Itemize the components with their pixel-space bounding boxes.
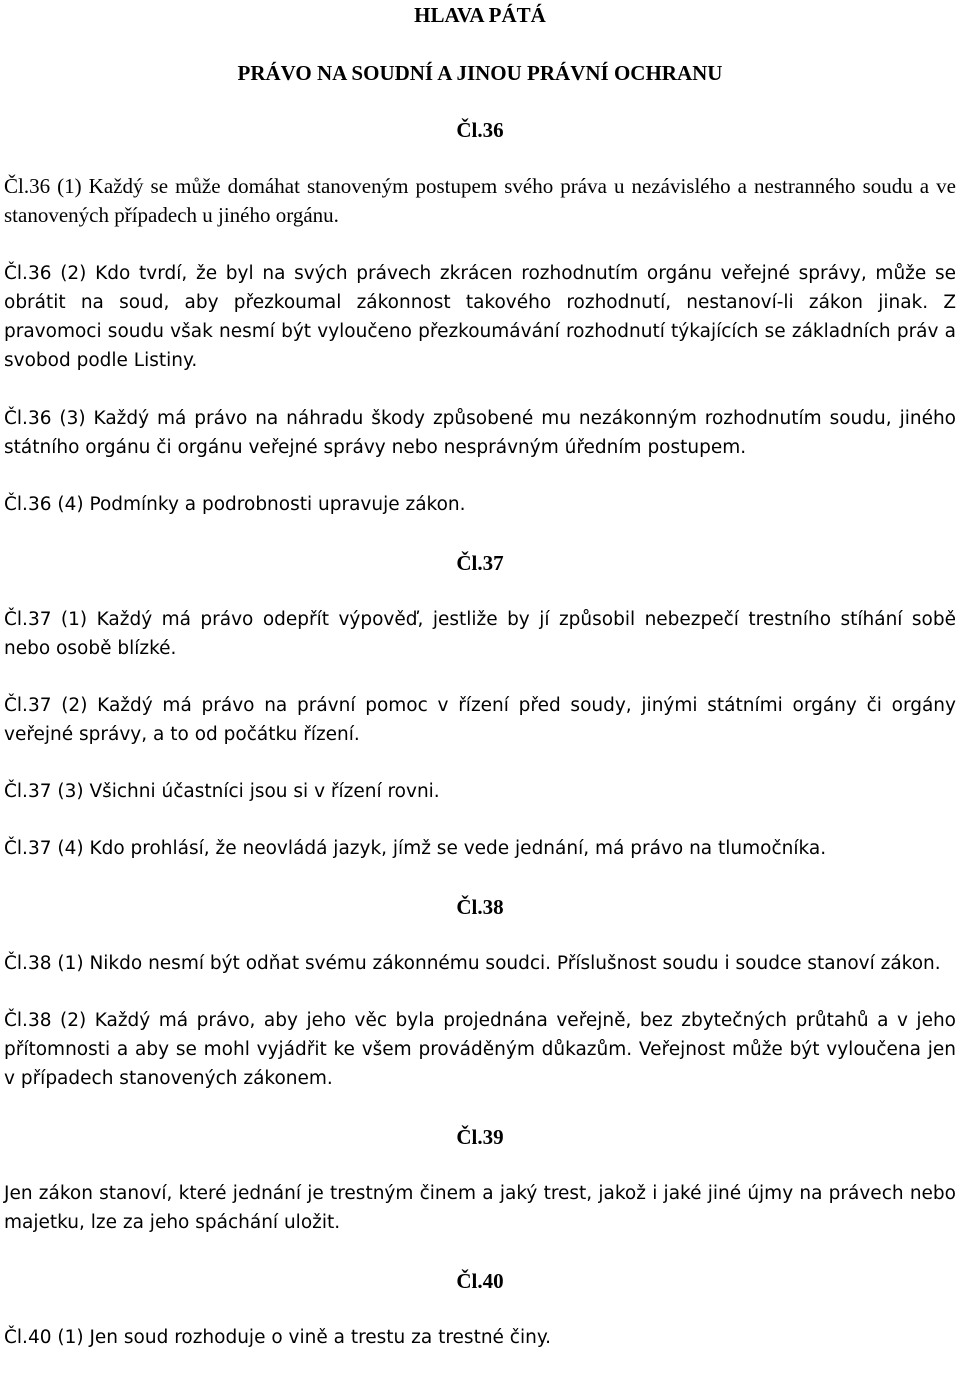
article-paragraph: Čl.38 (1) Nikdo nesmí být odňat svému zákonnému soudci. Příslušnost soudu i soudce stanoví zákon. xyxy=(4,953,941,974)
document-page xyxy=(4,0,956,1352)
article-heading: Čl.40 xyxy=(456,1269,504,1293)
article-heading: Čl.37 xyxy=(456,551,504,575)
article-39 xyxy=(4,1123,956,1237)
article-paragraph: Čl.40 (1) Jen soud rozhoduje o vině a trestu za trestné činy. xyxy=(4,1327,552,1348)
article-heading: Čl.39 xyxy=(456,1125,504,1149)
article-paragraph: Čl.37 (4) Kdo prohlásí, že neovládá jazyk, jímž se vede jednání, má právo na tlumočníka. xyxy=(4,838,827,859)
article-36 xyxy=(4,116,956,519)
article-paragraph: Čl.37 (3) Všichni účastníci jsou si v řízení rovni. xyxy=(4,781,440,802)
article-paragraph: Čl.36 (1) Každý se může domáhat stanoveným postupem svého práva u nezávislého a nestranného soudu a ve stanovených případech u jiného orgánu. xyxy=(4,174,956,227)
article-38 xyxy=(4,893,956,1093)
article-heading: Čl.36 xyxy=(456,118,504,142)
article-heading: Čl.38 xyxy=(456,895,504,919)
article-paragraph: Čl.37 (2) Každý má právo na právní pomoc v řízení před soudy, jinými státními orgány či orgány veřejné správy, a to od počátku řízení. xyxy=(4,695,956,745)
article-paragraph: Jen zákon stanoví, které jednání je trestným činem a jaký trest, jakož i jaké jiné újmy na právech nebo majetku, lze za jeho spáchání uložit. xyxy=(4,1183,956,1233)
article-37 xyxy=(4,549,956,863)
chapter-number: HLAVA PÁTÁ xyxy=(414,3,546,27)
article-40 xyxy=(4,1267,956,1352)
article-paragraph: Čl.36 (3) Každý má právo na náhradu škody způsobené mu nezákonným rozhodnutím soudu, jiného státního orgánu či orgánu veřejné správy nebo nesprávným úředním postupem. xyxy=(4,408,956,458)
article-paragraph: Čl.38 (2) Každý má právo, aby jeho věc byla projednána veřejně, bez zbytečných průtahů a v jeho přítomnosti a aby se mohl vyjádřit ke všem prováděným důkazům. Veřejnost může být vyloučena jen v případech stanovených zákonem. xyxy=(4,1010,956,1089)
article-paragraph: Čl.36 (4) Podmínky a podrobnosti upravuje zákon. xyxy=(4,494,466,515)
chapter-title: PRÁVO NA SOUDNÍ A JINOU PRÁVNÍ OCHRANU xyxy=(237,61,723,85)
article-paragraph: Čl.37 (1) Každý má právo odepřít výpověď, jestliže by jí způsobil nebezpečí trestního stíhání sobě nebo osobě blízké. xyxy=(4,609,956,659)
article-paragraph: Čl.36 (2) Kdo tvrdí, že byl na svých právech zkrácen rozhodnutím orgánu veřejné správy, může se obrátit na soud, aby přezkoumal zákonnost takového rozhodnutí, nestanoví-li zákon jinak. Z pravomoci soudu však nesmí být vyloučeno přezkoumávání rozhodnutí týkajících se základních práv a svobod podle Listiny. xyxy=(4,263,956,371)
